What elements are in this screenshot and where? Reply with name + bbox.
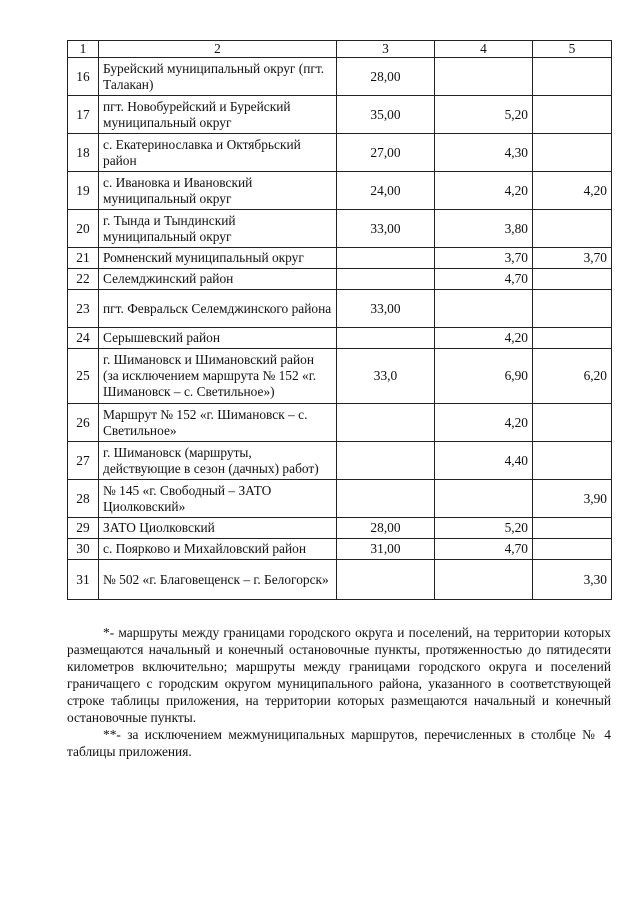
col3-value: 24,00 (337, 172, 435, 210)
col4-value: 3,70 (435, 248, 533, 269)
header-col-3: 3 (337, 41, 435, 58)
table-row (68, 96, 612, 134)
table-row (68, 210, 612, 248)
route-name: с. Ивановка и Ивановский муниципальный округ (99, 172, 337, 210)
table-header-row (68, 41, 612, 58)
row-number: 20 (68, 210, 99, 248)
col3-value: 33,00 (337, 290, 435, 328)
col4-value: 4,20 (435, 328, 533, 349)
header-col-2: 2 (99, 41, 337, 58)
row-number: 23 (68, 290, 99, 328)
table-row (68, 480, 612, 518)
route-name: г. Шимановск (маршруты, действующие в сезон (дачных) работ) (99, 442, 337, 480)
footnote-single-asterisk: *- маршруты между границами городского округа и поселений, на территории которых размещаются начальный и конечный остановочные пункты, протяженностью до пятидесяти километров включительно; маршруты между границами городского округа и поселений граничащего с городским округом муниципального района, указанного в соответствующей строке таблицы приложения, на территории которых размещаются начальный и конечный остановочные пункты. (67, 625, 611, 725)
footnotes (67, 624, 611, 760)
route-name: № 145 «г. Свободный – ЗАТО Циолковский» (99, 480, 337, 518)
table-row (68, 328, 612, 349)
col4-value: 4,20 (435, 172, 533, 210)
row-number: 30 (68, 539, 99, 560)
table-row (68, 134, 612, 172)
col5-value (533, 328, 612, 349)
col4-value: 4,30 (435, 134, 533, 172)
route-name: с. Поярково и Михайловский район (99, 539, 337, 560)
col3-value (337, 328, 435, 349)
col5-value (533, 269, 612, 290)
col5-value (533, 404, 612, 442)
col4-value: 4,20 (435, 404, 533, 442)
col4-value: 5,20 (435, 96, 533, 134)
route-name: Маршрут № 152 «г. Шимановск – с. Светильное» (99, 404, 337, 442)
col5-value: 4,20 (533, 172, 612, 210)
col4-value (435, 560, 533, 600)
table-row (68, 248, 612, 269)
route-name: ЗАТО Циолковский (99, 518, 337, 539)
route-name: Бурейский муниципальный округ (пгт. Талакан) (99, 58, 337, 96)
route-name: пгт. Новобурейский и Бурейский муниципальный округ (99, 96, 337, 134)
col4-value: 4,40 (435, 442, 533, 480)
route-name: г. Шимановск и Шимановский район (за исключением маршрута № 152 «г. Шимановск – с. Светильное») (99, 349, 337, 404)
col5-value (533, 539, 612, 560)
table-body (68, 58, 612, 600)
row-number: 25 (68, 349, 99, 404)
route-name: пгт. Февральск Селемджинского района (99, 290, 337, 328)
col5-value (533, 134, 612, 172)
col5-value: 3,90 (533, 480, 612, 518)
table-row (68, 442, 612, 480)
row-number: 28 (68, 480, 99, 518)
col3-value: 28,00 (337, 518, 435, 539)
row-number: 16 (68, 58, 99, 96)
footnote-double-asterisk: **- за исключением межмуниципальных маршрутов, перечисленных в столбце № 4 таблицы приложения. (67, 727, 611, 759)
row-number: 18 (68, 134, 99, 172)
table-row (68, 269, 612, 290)
col3-value: 27,00 (337, 134, 435, 172)
col5-value (533, 518, 612, 539)
row-number: 22 (68, 269, 99, 290)
col3-value: 31,00 (337, 539, 435, 560)
route-name: г. Тында и Тындинский муниципальный округ (99, 210, 337, 248)
route-name: Серышевский район (99, 328, 337, 349)
header-col-1: 1 (68, 41, 99, 58)
col3-value: 33,0 (337, 349, 435, 404)
col4-value (435, 58, 533, 96)
table-row (68, 290, 612, 328)
col5-value (533, 58, 612, 96)
col4-value: 4,70 (435, 539, 533, 560)
table-row (68, 172, 612, 210)
row-number: 17 (68, 96, 99, 134)
row-number: 19 (68, 172, 99, 210)
route-name: Ромненский муниципальный округ (99, 248, 337, 269)
col5-value (533, 290, 612, 328)
col5-value (533, 442, 612, 480)
col3-value: 33,00 (337, 210, 435, 248)
col4-value (435, 480, 533, 518)
col4-value (435, 290, 533, 328)
col3-value (337, 404, 435, 442)
row-number: 26 (68, 404, 99, 442)
col5-value: 3,30 (533, 560, 612, 600)
header-col-5: 5 (533, 41, 612, 58)
route-name: Селемджинский район (99, 269, 337, 290)
col4-value: 4,70 (435, 269, 533, 290)
table-row (68, 539, 612, 560)
col3-value (337, 248, 435, 269)
table-row (68, 560, 612, 600)
table-row (68, 349, 612, 404)
table-row (68, 58, 612, 96)
col4-value: 6,90 (435, 349, 533, 404)
table-row (68, 404, 612, 442)
row-number: 21 (68, 248, 99, 269)
row-number: 24 (68, 328, 99, 349)
col3-value (337, 269, 435, 290)
col5-value: 3,70 (533, 248, 612, 269)
col5-value (533, 210, 612, 248)
col3-value (337, 480, 435, 518)
col5-value: 6,20 (533, 349, 612, 404)
col4-value: 5,20 (435, 518, 533, 539)
col3-value (337, 442, 435, 480)
col5-value (533, 96, 612, 134)
col4-value: 3,80 (435, 210, 533, 248)
tariff-table (67, 40, 612, 600)
row-number: 29 (68, 518, 99, 539)
header-col-4: 4 (435, 41, 533, 58)
col3-value (337, 560, 435, 600)
col3-value: 35,00 (337, 96, 435, 134)
col3-value: 28,00 (337, 58, 435, 96)
row-number: 27 (68, 442, 99, 480)
row-number: 31 (68, 560, 99, 600)
route-name: № 502 «г. Благовещенск – г. Белогорск» (99, 560, 337, 600)
table-row (68, 518, 612, 539)
route-name: с. Екатеринославка и Октябрьский район (99, 134, 337, 172)
